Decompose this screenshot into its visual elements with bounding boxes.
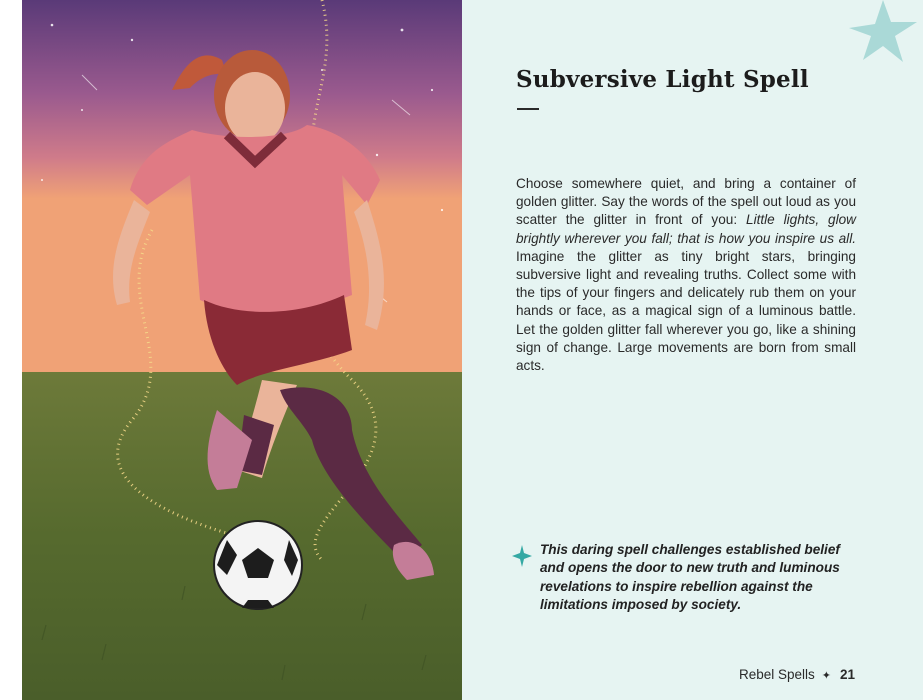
- corner-star-icon: [827, 0, 923, 88]
- spell-words: Little lights, glow brightly wherever you fall; that is how you inspire us all.: [516, 212, 856, 246]
- sparkle-icon: [512, 545, 532, 567]
- page-title: Subversive Light Spell: [516, 66, 809, 93]
- spell-note: This daring spell challenges established belief and opens the door to new truth and luminous revelations to inspire rebellion against the limitations imposed by society.: [540, 542, 840, 612]
- page-number: 21: [839, 667, 855, 682]
- instructions-part-1: Choose somewhere quiet, and bring a container of golden glitter. Say the words of the spell out loud as you scatter the glitter in front of you:: [516, 176, 856, 228]
- page-footer: [739, 667, 855, 682]
- section-name: Rebel Spells: [738, 667, 815, 682]
- instructions-part-2: Imagine the glitter as tiny bright stars, bringing subversive light and revealing truths. Collect some with the tips of your fingers and delicately rub them on your hands or face, as a magical sign of a luminous battle. Let the golden glitter fall wherever you go, like a shining sign of change. Large movements are born from small acts.: [516, 248, 856, 374]
- soccer-player-illustration: [22, 0, 462, 700]
- title-divider: [517, 108, 539, 110]
- text-page: [462, 0, 923, 700]
- footer-separator: ✦: [821, 670, 831, 682]
- spell-instructions: [516, 175, 856, 375]
